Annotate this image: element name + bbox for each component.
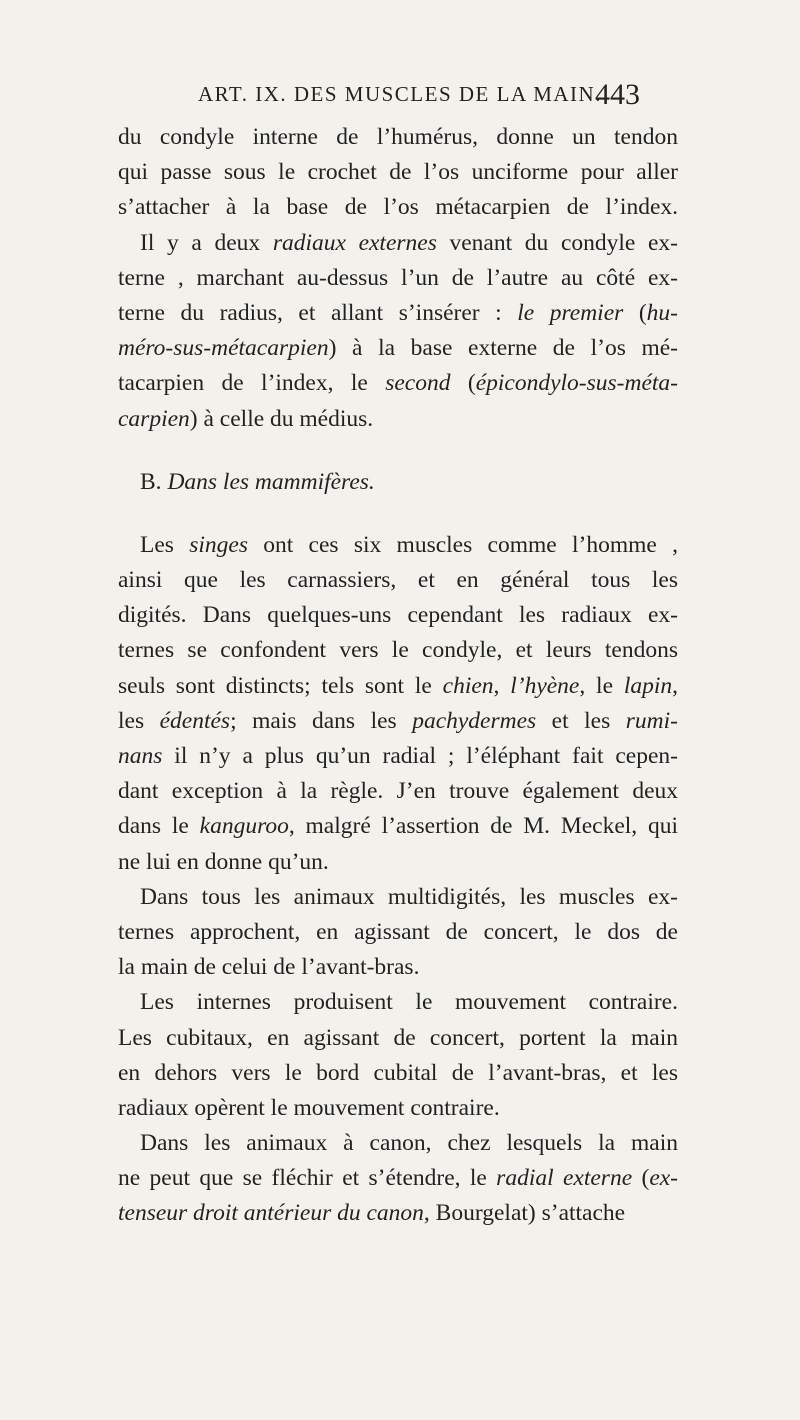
text-line — [118, 915, 678, 950]
italic-run: lapin — [623, 672, 673, 699]
italic-run: singes — [189, 531, 248, 558]
text-run: Dans les animaux à canon, chez lesquels la main — [140, 1130, 678, 1157]
text-run: dant exception à la règle. J’en trouve également deux — [118, 778, 678, 805]
running-title: ART. IX. DES MUSCLES DE LA MAIN. — [198, 82, 602, 106]
text-line — [118, 739, 678, 774]
text-line — [118, 809, 678, 844]
italic-run: radiaux externes — [272, 229, 437, 256]
text-run: venant du condyle ex- — [436, 229, 678, 256]
page-header — [0, 78, 800, 118]
italic-run: rumi- — [625, 707, 678, 734]
text-run: la main de celui de l’avant-bras. — [118, 954, 420, 981]
text-run: digités. Dans quelques-uns cependant les radiaux ex- — [118, 602, 678, 629]
text-line — [118, 366, 678, 401]
text-line — [118, 1196, 678, 1231]
text-line — [118, 563, 678, 598]
paragraph-gap — [118, 500, 678, 528]
text-line — [118, 120, 678, 155]
text-run: ternes se confondent vers le condyle, et leurs tendons — [118, 637, 678, 664]
text-run: , — [493, 672, 511, 699]
text-run: radiaux opèrent le mouvement contraire. — [118, 1094, 500, 1121]
italic-run: chien — [442, 672, 494, 699]
text-run: qui passe sous le crochet de l’os unciforme pour aller — [118, 159, 678, 186]
text-line — [118, 774, 678, 809]
text-line — [118, 1091, 678, 1126]
paragraph-gap — [118, 437, 678, 465]
text-run: , malgré l’assertion de M. Meckel, qui — [288, 813, 678, 840]
text-run: en dehors vers le bord cubital de l’avant-bras, et les — [118, 1059, 678, 1086]
text-run: , — [672, 672, 679, 699]
text-line — [118, 1161, 678, 1196]
italic-run: l’hyène — [510, 672, 580, 699]
text-run: ) à la base externe de l’os mé- — [328, 335, 678, 362]
body-text — [118, 120, 678, 1232]
text-line — [118, 331, 678, 366]
text-run: ( — [623, 299, 647, 326]
italic-run: nans — [118, 743, 163, 769]
text-run: terne du radius, et allant s’insérer : — [118, 299, 518, 326]
text-run: Les cubitaux, en agissant de concert, portent la main — [118, 1024, 678, 1051]
text-line — [118, 598, 678, 633]
text-run: ne peut que se fléchir et s’étendre, le — [118, 1165, 497, 1192]
text-run: ( — [450, 370, 476, 397]
italic-run: épicondylo-sus-méta- — [475, 370, 679, 397]
text-run: tacarpien de l’index, le — [118, 370, 386, 397]
text-run: Dans tous les animaux multidigités, les muscles ex- — [140, 883, 678, 910]
text-run: ne lui en donne qu’un. — [118, 848, 329, 875]
text-line — [118, 1021, 678, 1056]
text-line — [118, 296, 678, 331]
italic-run: ex- — [649, 1165, 678, 1192]
italic-run: carpien — [118, 405, 190, 432]
text-line — [118, 950, 678, 985]
text-run: ont ces six muscles comme l’homme , — [247, 531, 678, 558]
italic-run: kanguroo — [199, 813, 289, 840]
text-run: et les — [536, 707, 626, 734]
text-line — [118, 402, 678, 437]
text-line — [118, 633, 678, 668]
text-run: ; mais dans les — [230, 707, 413, 734]
italic-run: radial externe — [496, 1165, 633, 1192]
text-run: ) à celle du médius. — [189, 405, 374, 432]
text-line — [118, 880, 678, 915]
text-run: du condyle interne de l’humérus, donne un tendon — [118, 124, 678, 150]
text-line — [118, 261, 678, 296]
text-run: dans le — [118, 813, 200, 840]
italic-run: le premier — [517, 299, 624, 326]
text-run: il n’y a plus qu’un radial ; l’éléphant fait cepen- — [162, 743, 678, 769]
text-run: ( — [632, 1165, 650, 1192]
text-line — [118, 155, 678, 190]
text-line — [118, 528, 678, 563]
text-run: Les internes produisent le mouvement contraire. — [140, 989, 678, 1016]
italic-run: méro-sus-métacarpien — [118, 335, 329, 362]
italic-run: pachydermes — [412, 707, 537, 734]
page-number: 443 — [595, 78, 640, 111]
text-line — [118, 226, 678, 261]
text-run: , le — [579, 672, 624, 699]
text-run: B. — [140, 468, 168, 495]
italic-run: Dans les mammifères. — [167, 468, 375, 495]
text-run: terne , marchant au-dessus l’un de l’autre au côté ex- — [118, 264, 678, 291]
italic-run: second — [385, 370, 451, 397]
text-run: ternes approchent, en agissant de concert, le dos de — [118, 918, 678, 945]
text-line — [118, 985, 678, 1020]
text-line — [118, 669, 678, 704]
text-run: Les — [140, 531, 190, 558]
text-run: s’attacher à la base de l’os métacarpien de l’index. — [118, 194, 678, 221]
text-run: , Bourgelat) s’attache — [423, 1200, 626, 1227]
italic-run: hu- — [646, 299, 678, 326]
italic-run: tenseur droit antérieur du canon — [118, 1200, 424, 1227]
text-line — [118, 465, 678, 500]
text-run: Il y a deux — [140, 229, 273, 256]
text-run: ainsi que les carnassiers, et en général tous les — [118, 567, 678, 594]
text-line — [118, 1056, 678, 1091]
text-run: seuls sont distincts; tels sont le — [118, 672, 443, 699]
text-line — [118, 704, 678, 739]
text-line — [118, 1126, 678, 1161]
text-line — [118, 190, 678, 225]
text-run: les — [118, 707, 160, 734]
italic-run: édentés — [159, 707, 231, 734]
text-line — [118, 845, 678, 880]
